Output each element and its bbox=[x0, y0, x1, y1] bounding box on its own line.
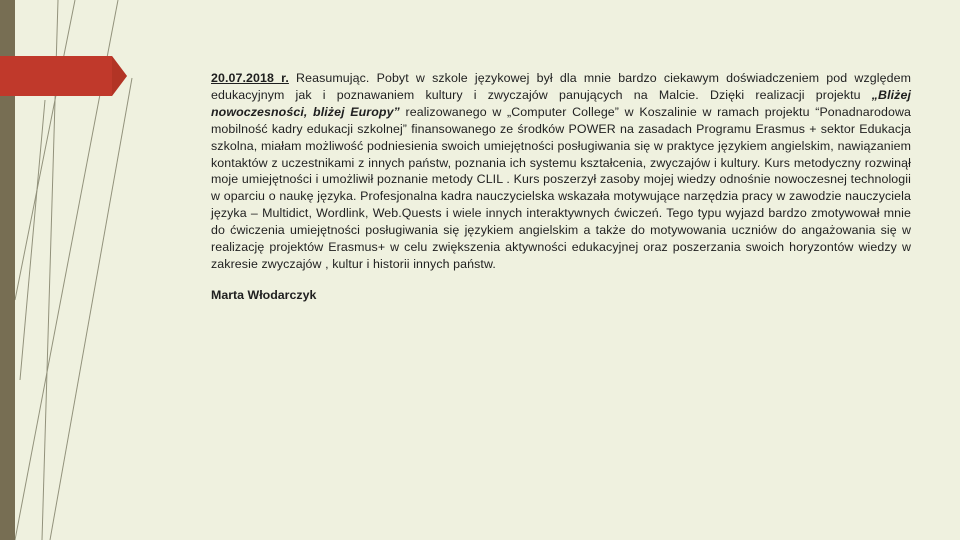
decorative-arrow-graphic bbox=[0, 0, 140, 540]
body-text-part-1: Reasumując. Pobyt w szkole językowej był dla mnie bardzo ciekawym doświadczeniem pod względem edukacyjnym jak i poznawaniem kultury i zwyczajów panujących na Malcie. Dzięki realizacji projektu bbox=[211, 71, 911, 102]
body-paragraph bbox=[211, 70, 911, 273]
body-text-part-2: realizowanego w „Computer College” w Koszalinie w ramach projektu “Ponadnarodowa mobilność kadry edukacji szkolnej” finansowanego ze środków POWER na zasadach Programu Erasmus + sektor Edukacja szkolna, miałam możliwość podniesienia swoich umiejętności posługiwania się w praktyce językiem angielskim, nawiązaniem kontaktów z uczestnikami z innych państw, poznania ich systemu kształcenia, zwyczajów i kultury. Kurs metodyczny rozwinął moje umiejętności i umożliwił poznanie metody CLIL . Kurs poszerzył zasoby mojej wiedzy odnośnie nowoczesnej technologii w oparciu o naukę języka. Profesjonalna kadra nauczycielska wskazała motywujące narzędzia pracy w zawodzie nauczyciela języka – Multidict, Wordlink, Web.Quests i wiele innych interaktywnych ćwiczeń. Tego typu wyjazd bardzo zmotywował mnie do ćwiczenia umiejętności posługiwania się językiem angielskim a także do motywowania uczniów do angażowania się w realizację projektów Erasmus+ w celu zwiększenia aktywności edukacyjnej oraz poszerzania swoich horyzontów wiedzy w zakresie zwyczajów , kultur i historii innych państw. bbox=[211, 104, 911, 271]
slide-content bbox=[211, 70, 911, 304]
project-title: „Bliżej nowoczesności, bliżej Europy” bbox=[211, 87, 911, 119]
author-name: Marta Włodarczyk bbox=[211, 287, 317, 302]
red-arrow-shape bbox=[0, 56, 127, 96]
date-label: 20.07.2018 r. bbox=[211, 71, 289, 85]
